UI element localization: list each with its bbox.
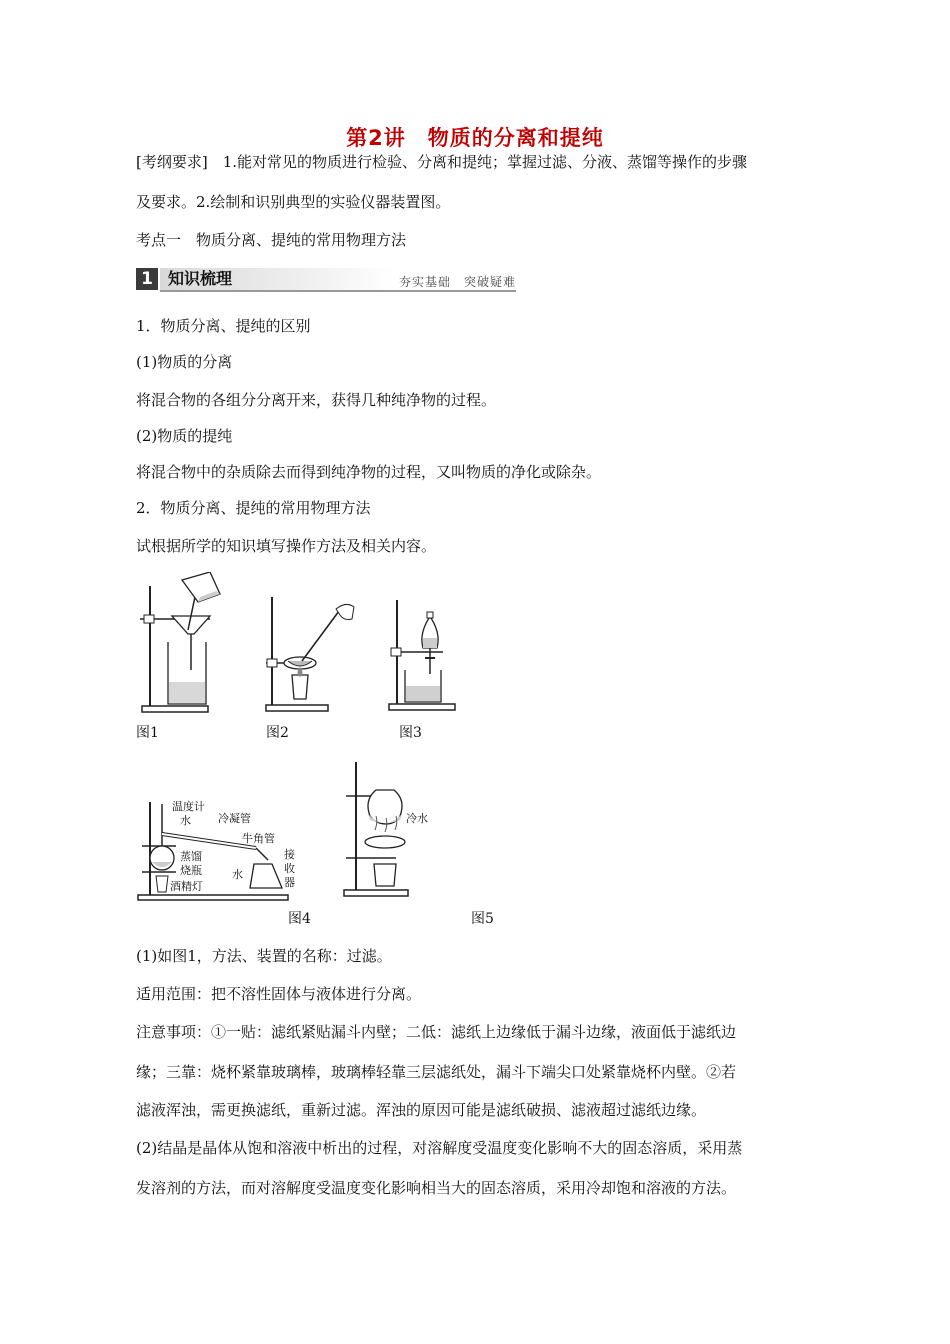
body-line: 试根据所学的知识填写操作方法及相关内容。 [136, 537, 437, 555]
page-title: 第2讲 物质的分离和提纯 [346, 126, 604, 150]
figure-3-caption: 图3 [399, 725, 422, 741]
body-line: 1．物质分离、提纯的区别 [136, 317, 311, 335]
evaporation-apparatus-figure [262, 595, 362, 717]
receiver-label-1: 接 [284, 848, 295, 861]
condenser-label: 冷凝管 [218, 812, 251, 825]
flask-label-2: 烧瓶 [180, 864, 202, 877]
distillation-apparatus-figure [136, 798, 296, 903]
receiver-label-3: 器 [284, 876, 295, 889]
sublimation-apparatus-figure [340, 760, 440, 900]
adapter-label: 牛角管 [242, 832, 275, 845]
banner-title: 知识梳理 [160, 268, 394, 290]
separatory-funnel-figure [385, 598, 465, 716]
flask-label-1: 蒸馏 [180, 850, 202, 863]
lamp-label: 酒精灯 [170, 880, 203, 893]
receiver-label-2: 收 [284, 862, 295, 875]
body-line: 注意事项：①一贴：滤纸紧贴漏斗内壁；二低：滤纸上边缘低于漏斗边缘，液面低于滤纸边 [136, 1023, 737, 1041]
section-banner [136, 268, 516, 292]
body-line: 将混合物中的杂质除去而得到纯净物的过程，又叫物质的净化或除杂。 [136, 463, 602, 481]
body-line: 将混合物的各组分分离开来，获得几种纯净物的过程。 [136, 391, 497, 409]
body-line: 发溶剂的方法，而对溶解度受温度变化影响相当大的固态溶质，采用冷却饱和溶液的方法。 [136, 1179, 737, 1197]
body-line: 滤液浑浊，需更换滤纸，重新过滤。浑浊的原因可能是滤纸破损、滤液超过滤纸边缘。 [136, 1101, 707, 1119]
body-line: 2．物质分离、提纯的常用物理方法 [136, 499, 371, 517]
body-line: (2)物质的提纯 [136, 427, 233, 445]
figure-5-caption: 图5 [471, 911, 494, 927]
banner-number: 1 [136, 268, 158, 290]
figure-4-caption: 图4 [288, 911, 311, 927]
body-line: (2)结晶是晶体从饱和溶液中析出的过程，对溶解度受温度变化影响不大的固态溶质，采用蒸 [136, 1139, 743, 1157]
topic-heading: 考点一 物质分离、提纯的常用物理方法 [136, 231, 407, 249]
water-in-label: 水 [232, 868, 243, 881]
body-line: (1)物质的分离 [136, 353, 233, 371]
thermometer-label: 温度计 [172, 800, 205, 813]
syllabus-line-1: [考纲要求] 1.能对常见的物质进行检验、分离和提纯；掌握过滤、分液、蒸馏等操作的步骤 [136, 153, 748, 171]
water-out-label: 水 [180, 814, 191, 827]
syllabus-line-2: 及要求。2.绘制和识别典型的实验仪器装置图。 [136, 193, 451, 211]
body-line: 适用范围：把不溶性固体与液体进行分离。 [136, 985, 422, 1003]
cold-water-label: 冷水 [406, 812, 428, 825]
body-line: 缘；三靠：烧杯紧靠玻璃棒，玻璃棒轻靠三层滤纸处，漏斗下端尖口处紧靠烧杯内壁。②若 [136, 1063, 737, 1081]
filtration-apparatus-figure [136, 572, 226, 717]
banner-subtitle: 夯实基础 突破疑难 [398, 275, 516, 289]
banner-rule [160, 290, 516, 292]
figure-2-caption: 图2 [266, 725, 289, 741]
body-line: (1)如图1，方法、装置的名称：过滤。 [136, 947, 392, 965]
figure-1-caption: 图1 [136, 725, 159, 741]
